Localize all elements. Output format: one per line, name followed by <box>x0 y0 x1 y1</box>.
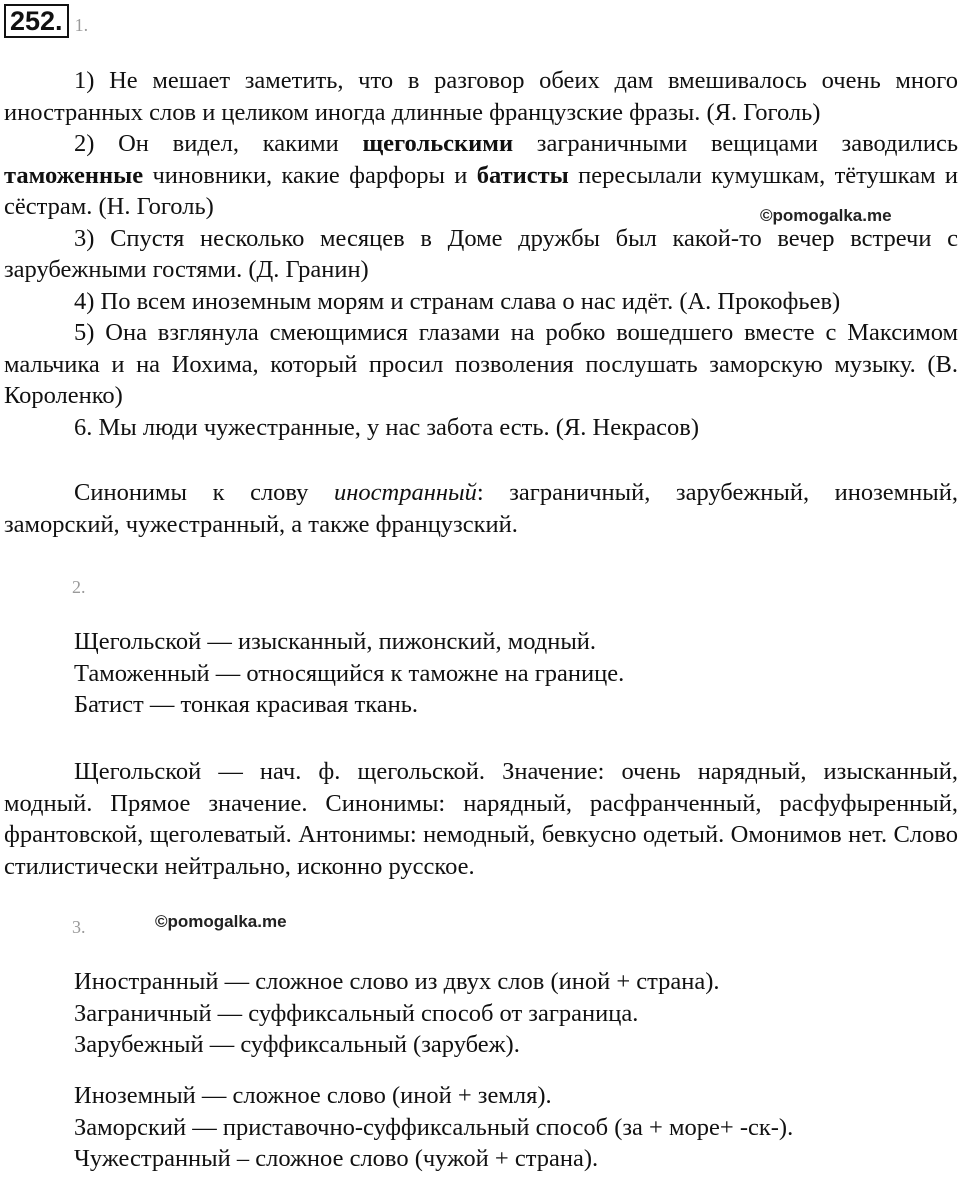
sentence-2-part: пересылали кумушкам, тётушкам и сёстрам. (Н. Гоголь) <box>4 161 959 220</box>
definition-tamozhenny: Таможенный — относящийся к таможне на границе. <box>74 659 625 687</box>
synonyms-keyword: иностранный <box>333 479 477 506</box>
formation-zagranichny: Заграничный — суффиксальный способ от заграница. <box>74 999 639 1027</box>
formation-zarubezhny: Зарубежный — суффиксальный (зарубеж). <box>74 1031 520 1058</box>
watermark-1: ©pomogalka.me <box>760 206 892 225</box>
watermark-2: ©pomogalka.me <box>155 912 287 931</box>
definition-batist: Батист — тонкая красивая ткань. <box>74 691 419 718</box>
section-3-group-1 <box>4 966 958 1061</box>
synonyms-text <box>4 477 958 540</box>
synonyms-intro: Синонимы к слову <box>74 479 334 506</box>
definition-shchegolskoy: Щегольской — изысканный, пижонский, модный. <box>74 628 597 655</box>
exercise-header <box>4 4 88 38</box>
section-1-label: 1. <box>74 15 89 35</box>
section-1-sentences <box>4 65 958 443</box>
exercise-number-badge: 252. <box>4 4 69 38</box>
sentence-2-part: 2) Он видел, какими <box>74 130 363 157</box>
section-2-analysis <box>4 756 958 882</box>
section-3-label: 3. <box>72 917 86 937</box>
synonyms-paragraph <box>4 477 958 540</box>
section-3-group-2 <box>4 1080 958 1175</box>
formation-inozemny: Иноземный — сложное слово (иной + земля). <box>74 1082 552 1109</box>
bold-word-batisty: батисты <box>476 161 569 189</box>
sentence-2-part: заграничными вещицами заводились <box>513 130 958 157</box>
formation-inostranny: Иностранный — сложное слово из двух слов (иной + страна). <box>74 968 720 995</box>
sentence-4: 4) По всем иноземным морям и странам слава о нас идёт. (А. Прокофьев) <box>74 287 841 315</box>
bold-word-shchegolskimi: щегольскими <box>362 130 514 157</box>
formation-zamorsky: Заморский — приставочно-суффиксальный способ (за + море+ -ск-). <box>74 1113 794 1141</box>
sentence-6: 6. Мы люди чужестранные, у нас забота есть. (Я. Некрасов) <box>74 413 700 441</box>
word-analysis-paragraph: Щегольской — нач. ф. щегольской. Значение: очень нарядный, изысканный, модный. Прямое значение. Синонимы: нарядный, расфранченный, расфуфыренный, франтовской, щеголеватый. Антонимы: немодный, бевкусно одетый. Омонимов нет. Слово стилистически нейтрально, исконно русское. <box>4 758 958 880</box>
synonyms-list: : заграничный, зарубежный, иноземный, заморский, чужестранный, а также французский. <box>4 479 958 538</box>
formation-chuzhestranny: Чужестранный – сложное слово (чужой + страна). <box>74 1145 599 1172</box>
section-2-label: 2. <box>72 577 86 597</box>
bold-word-tamozhennye: таможенные <box>4 161 144 189</box>
sentence-5: 5) Она взглянула смеющимися глазами на робко вошедшего вместе с Максимом мальчика и на Иохима, который просил позволения послушать заморскую музыку. (В. Короленко) <box>4 319 958 409</box>
sentence-2-part: чиновники, какие фарфоры и <box>143 161 477 189</box>
sentence-3: 3) Спустя несколько месяцев в Доме дружбы был какой-то вечер встречи с зарубежными гостями. (Д. Гранин) <box>4 224 958 283</box>
section-2-definitions <box>4 626 958 721</box>
sentence-1: 1) Не мешает заметить, что в разговор обеих дам вмешивалось очень много иностранных слов и целиком иногда длинные французские фразы. (Я. Гоголь) <box>4 67 958 126</box>
